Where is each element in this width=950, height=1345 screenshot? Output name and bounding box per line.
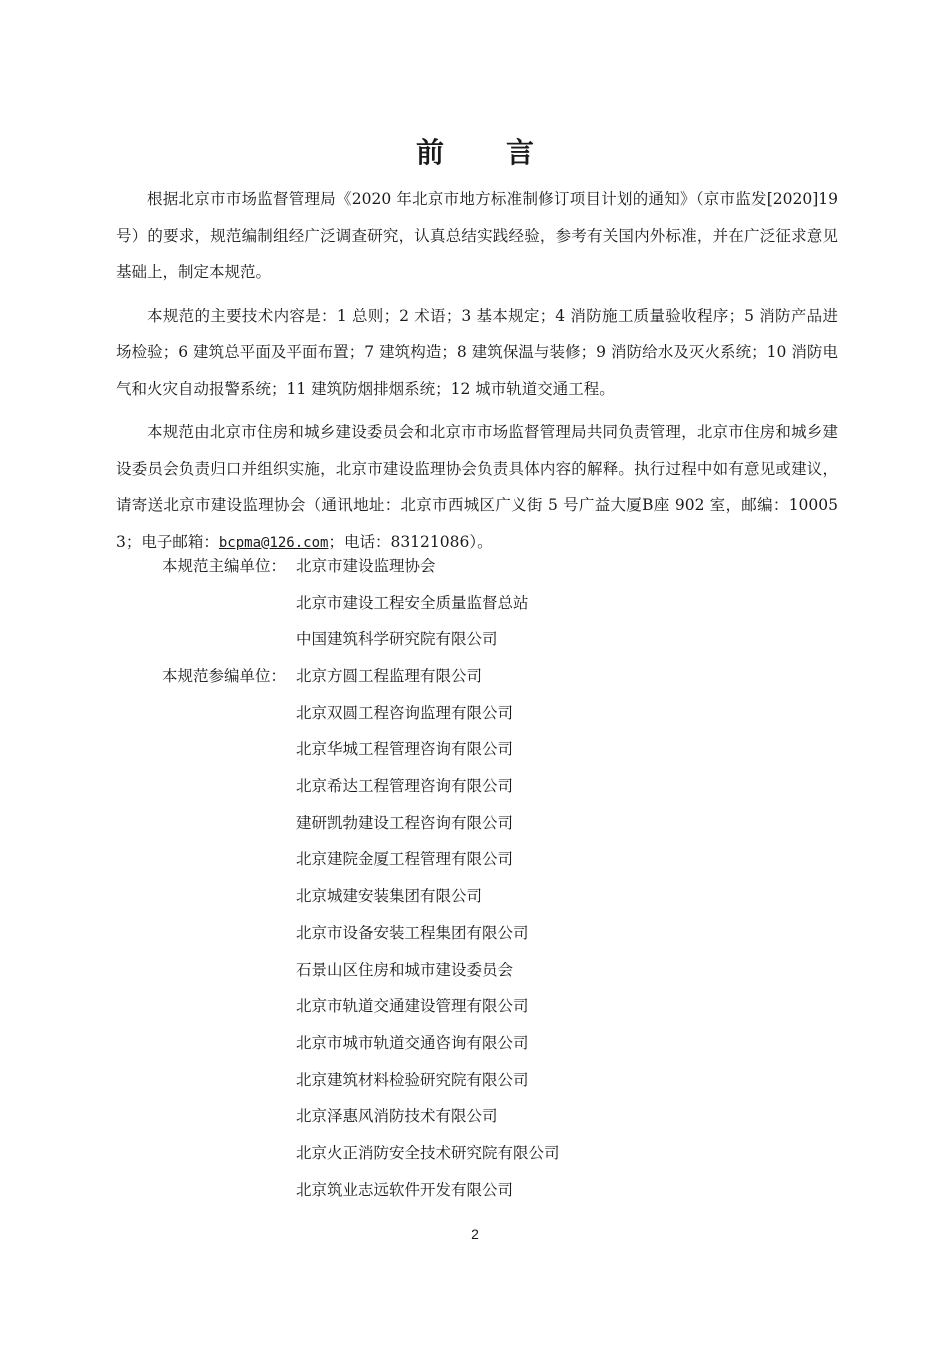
participating-unit-name: 建研凯勃建设工程咨询有限公司 <box>296 813 514 832</box>
paragraph-project-basis: 根据北京市市场监督管理局《2020 年北京市地方标准制修订项目计划的通知》（京市监发[2020]19 号）的要求，规范编制组经广泛调查研究，认真总结实践经验，参考有关国内外标准，并在广泛征求意见基础上，制定本规范。 <box>116 190 838 281</box>
participating-unit-row <box>162 1135 838 1172</box>
participating-unit-row <box>162 695 838 732</box>
participating-unit-name: 北京泽惠风消防技术有限公司 <box>296 1107 498 1126</box>
paragraph-management-phone: ；电话：83121086）。 <box>328 532 493 551</box>
page-title <box>0 133 950 173</box>
chief-unit-name: 北京市建设工程安全质量监督总站 <box>296 593 529 612</box>
chief-unit-name: 中国建筑科学研究院有限公司 <box>296 630 498 649</box>
participating-unit-name: 北京双圆工程咨询监理有限公司 <box>296 703 514 722</box>
participating-unit-row <box>162 988 838 1025</box>
participating-unit-row <box>162 1025 838 1062</box>
participating-unit-row <box>162 1062 838 1099</box>
participating-units-section <box>162 658 838 1208</box>
participating-unit-name: 北京建院金厦工程管理有限公司 <box>296 850 514 869</box>
participating-unit-row <box>162 841 838 878</box>
page-number: 2 <box>471 1226 479 1242</box>
chief-unit-name: 北京市建设监理协会 <box>296 557 436 575</box>
participating-unit-row <box>162 1098 838 1135</box>
participating-unit-row <box>162 768 838 805</box>
participating-unit-row <box>162 1172 838 1209</box>
chief-unit-row <box>162 585 838 622</box>
paragraph-management <box>116 414 838 561</box>
participating-unit-name: 北京筑业志远软件开发有限公司 <box>296 1180 514 1199</box>
chief-unit-row <box>162 548 838 585</box>
chief-unit-row <box>162 621 838 658</box>
paragraph-technical-content: 本规范的主要技术内容是：1 总则；2 术语；3 基本规定；4 消防施工质量验收程序；5 消防产品进场检验；6 建筑总平面及平面布置；7 建筑构造；8 建筑保温与装修；9 消防给水及灭火系统；10 消防电气和火灾自动报警系统；11 建筑防烟排烟系统；12 城市轨道交通工程。 <box>116 306 838 398</box>
email-link[interactable]: bcpma@126.com <box>218 534 329 551</box>
chief-units-section <box>162 548 838 658</box>
participating-unit-name: 石景山区住房和城市建设委员会 <box>296 960 514 979</box>
paragraph-management-text: 本规范由北京市住房和城乡建设委员会和北京市市场监督管理局共同负责管理，北京市住房和城乡建设委员会负责归口并组织实施，北京市建设监理协会负责具体内容的解释。执行过程中如有意见或建议，请寄送北京市建设监理协会（通讯地址：北京市西城区广义街 5 号广益大厦B座 902 室，邮编：100053；电子邮箱： <box>116 423 838 551</box>
participating-unit-name: 北京市城市轨道交通咨询有限公司 <box>296 1033 529 1052</box>
preface-body <box>116 181 838 568</box>
chief-units-label: 本规范主编单位： <box>162 557 287 575</box>
participating-unit-name: 北京华城工程管理咨询有限公司 <box>296 740 514 759</box>
participating-unit-name: 北京方圆工程监理有限公司 <box>296 667 483 685</box>
participating-unit-name: 北京希达工程管理咨询有限公司 <box>296 777 514 796</box>
participating-unit-row <box>162 952 838 989</box>
participating-unit-name: 北京市设备安装工程集团有限公司 <box>296 923 529 942</box>
participating-unit-name: 北京建筑材料检验研究院有限公司 <box>296 1070 529 1089</box>
participating-unit-row <box>162 805 838 842</box>
participating-unit-name: 北京城建安装集团有限公司 <box>296 887 483 906</box>
participating-unit-row <box>162 731 838 768</box>
participating-unit-name: 北京火正消防安全技术研究院有限公司 <box>296 1143 560 1162</box>
title-char-2: 言 <box>506 136 535 169</box>
participating-unit-row <box>162 878 838 915</box>
participating-unit-name: 北京市轨道交通建设管理有限公司 <box>296 997 529 1016</box>
participating-units-label: 本规范参编单位： <box>162 667 287 685</box>
participating-unit-row <box>162 658 838 695</box>
participating-unit-row <box>162 915 838 952</box>
title-char-1: 前 <box>415 136 444 169</box>
